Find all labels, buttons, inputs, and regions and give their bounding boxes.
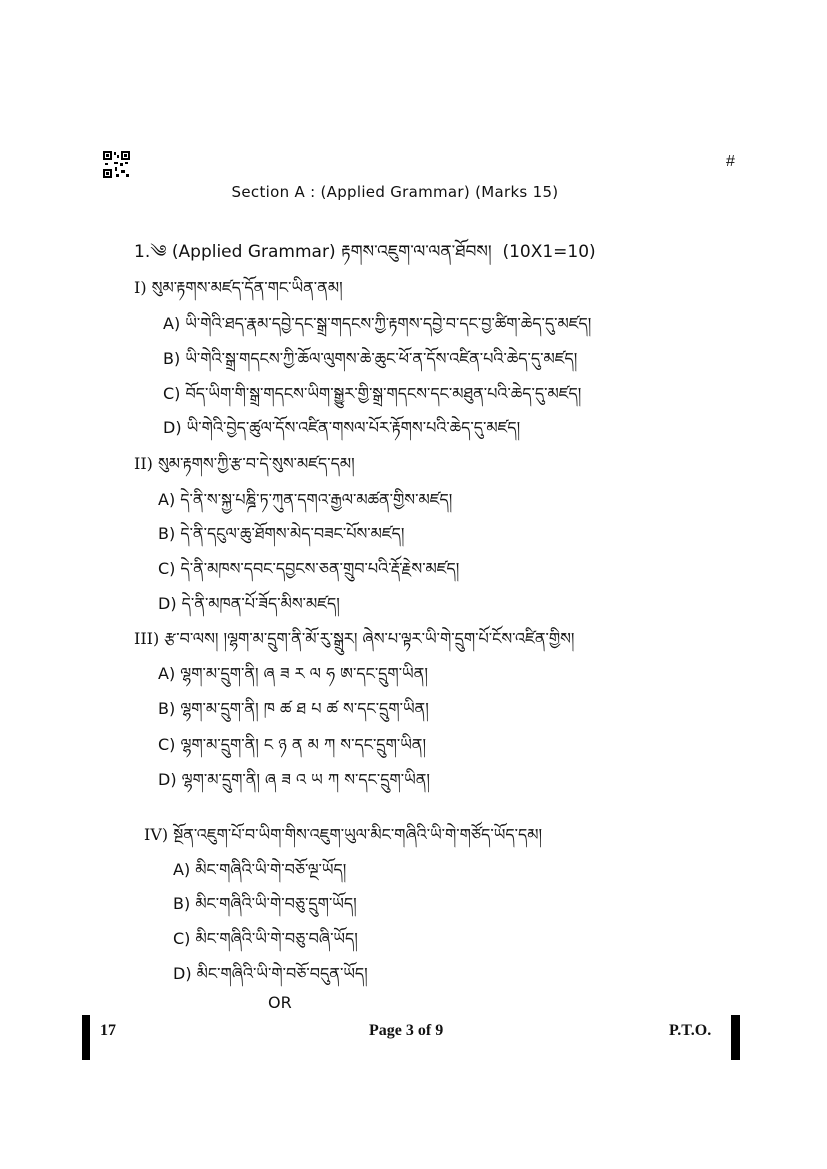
option-4b: B) མིང་གཞིའི་ཡི་གེ་བཅུ་དྲུག་ཡོད། xyxy=(173,894,357,913)
or-separator: OR xyxy=(268,993,292,1012)
question-number: 1. xyxy=(134,242,151,262)
option-2a: A) དེ་ནི་ས་སྐྱ་པཎྜི་ཏ་ཀུན་དགའ་རྒྱལ་མཚན་གྱིས་མཛད། xyxy=(158,490,453,509)
sub-question-text: རྩ་བ་ལས། །ལྷག་མ་དྲུག་ནི་མོ་རུ་སྒྲུར། ཞེས་པ་ལྟར་ཡི་གེ་དྲུག་པོ་ངོས་འཛིན་གྱིས། xyxy=(164,629,575,648)
option-3c: C) ལྷག་མ་དྲུག་ནི། ང ཉ ན མ ཀ ས་དང་དྲུག་ཡིན། xyxy=(158,735,427,754)
page-hash: # xyxy=(726,153,735,170)
section-title: Section A : (Applied Grammar) (Marks 15) xyxy=(231,183,559,201)
footer-left-bar xyxy=(82,1015,90,1060)
footer-pto: P.T.O. xyxy=(669,1022,712,1039)
question-title-tibetan: རྟགས་འཇུག་ལ་ལན་ཐོབས། xyxy=(340,242,492,262)
footer-page-number: Page 3 of 9 xyxy=(369,1022,444,1039)
option-3b: B) ལྷག་མ་དྲུག་ནི། ཁ ཚ ཐ པ ཚ ས་དང་དྲུག་ཡིན། xyxy=(158,699,429,718)
footer-code: 17 xyxy=(100,1022,116,1039)
option-1d: D) ཡི་གེའི་བྱེད་ཚུལ་དོས་འཛིན་གསལ་པོར་རྟོགས་པའི་ཆེད་དུ་མཛད། xyxy=(163,418,521,437)
option-1b: B) ཡི་གེའི་སྒྲ་གདངས་ཀྱི་ཆོལ་ལུགས་ཆེ་ཆུང་ཕོ་ན་དོས་འཛིན་པའི་ཆེད་དུ་མཛད། xyxy=(163,349,578,368)
sub-question-label: II) xyxy=(134,454,153,473)
question-mark: ༄ xyxy=(150,242,167,262)
option-4d: D) མིང་གཞིའི་ཡི་གེ་བཅོ་བདུན་ཡོད། xyxy=(173,964,368,983)
option-4a: A) མིང་གཞིའི་ཡི་གེ་བཅོ་ལྔ་ཡོད། xyxy=(173,860,347,879)
option-1a: A) ཡི་གེའི་ཐད་རྣམ་དབྱེ་དང་སྒྲ་གདངས་ཀྱི་རྟགས་དབྱེ་བ་དང་བྱ་ཚིག་ཆེད་དུ་མཛད། xyxy=(163,314,592,333)
question-marks: (10X1=10) xyxy=(502,242,596,262)
option-3d: D) ལྷག་མ་དྲུག་ནི། ཞ ཟ འ ཡ ཀ ས་དང་དྲུག་ཡིན། xyxy=(158,770,430,789)
sub-question-label: I) xyxy=(134,278,147,297)
sub-question-label: III) xyxy=(134,629,160,648)
sub-question-text: སུམ་རྟགས་མཛད་དོན་གང་ཡིན་ནམ། xyxy=(151,278,343,297)
qr-code-icon xyxy=(103,151,130,178)
footer-right-bar xyxy=(731,1015,740,1060)
option-3a: A) ལྷག་མ་དྲུག་ནི། ཞ ཟ ར ལ ཧ ཨ་དང་དྲུག་ཡིན། xyxy=(158,664,428,683)
option-4c: C) མིང་གཞིའི་ཡི་གེ་བཅུ་བཞི་ཡོད། xyxy=(173,929,358,948)
option-1c: C) བོད་ཡིག་གི་སྒྲ་གདངས་ཡིག་སྒྱུར་གྱི་སྒྲ་གདངས་དང་མཐུན་པའི་ཆེད་དུ་མཛད། xyxy=(163,384,582,403)
sub-question-text: སྔོན་འཇུག་པོ་བ་ཡིག་གིས་འཇུག་ཡུལ་མིང་གཞིའི་ཡི་གེ་གཙོད་ཡོད་དམ། xyxy=(173,825,543,844)
question-title: (Applied Grammar) xyxy=(171,242,336,262)
sub-question-text: སུམ་རྟགས་ཀྱི་རྩ་བ་དེ་སུས་མཛད་དམ། xyxy=(157,454,355,473)
option-2d: D) དེ་ནི་མཁན་པོ་ཟོད་མིས་མཛད། xyxy=(158,594,340,613)
sub-question-label: IV) xyxy=(144,825,169,844)
option-2c: C) དེ་ནི་མཁས་དབང་དབྱངས་ཅན་གྲུབ་པའི་རྡོ་རྗེས་མཛད། xyxy=(158,559,460,578)
option-2b: B) དེ་ནི་དངུལ་ཆུ་ཐོགས་མེད་བཟང་པོས་མཛད། xyxy=(158,524,405,543)
